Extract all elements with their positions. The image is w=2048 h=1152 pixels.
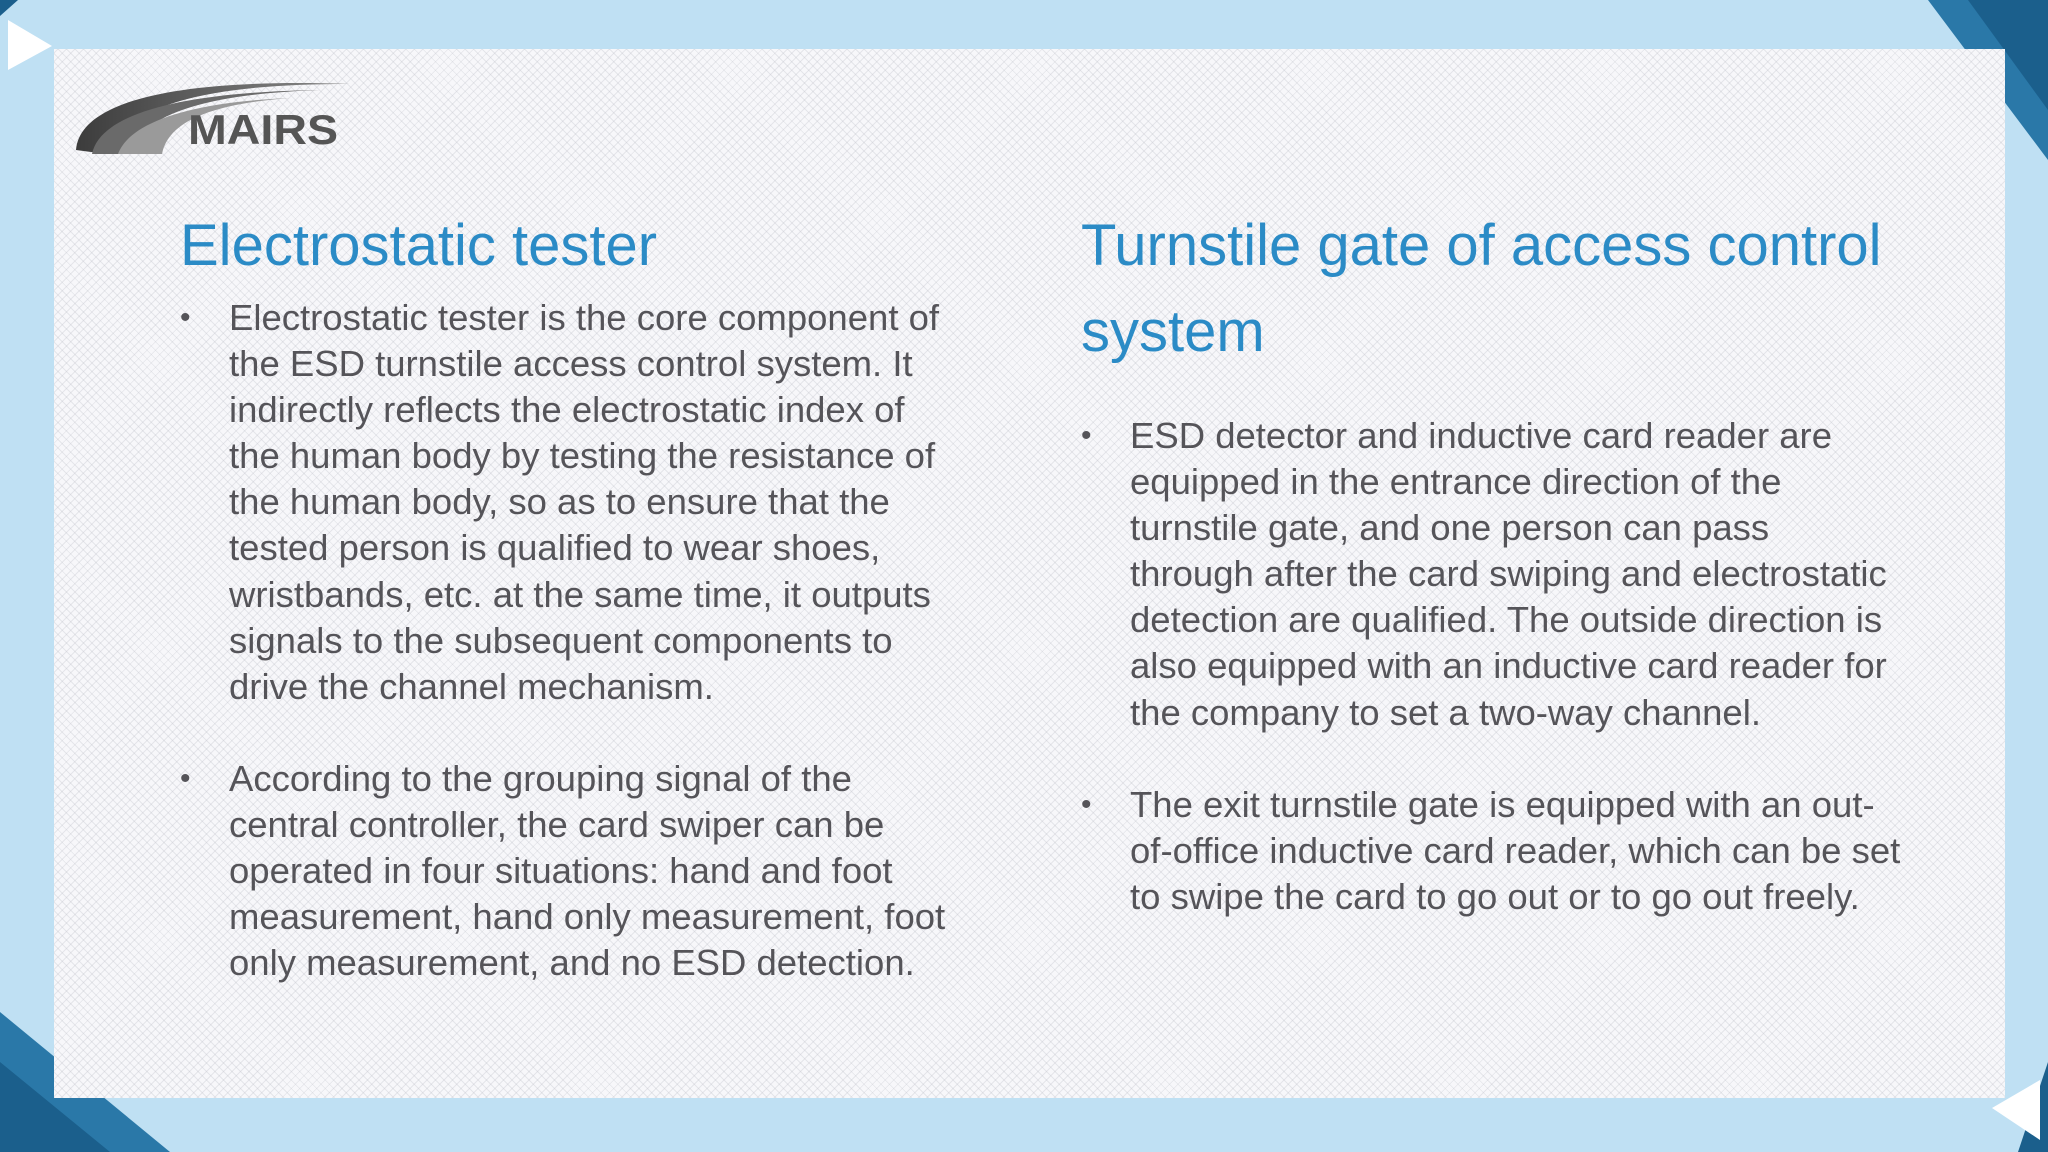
bullet-text: The exit turnstile gate is equipped with an out-of-office inductive card reader, which can be set to swipe the card to go out or to go out freely. [1130,783,1901,917]
right-column [1081,203,1901,920]
left-column [180,203,960,986]
top-left-arrow-decoration [0,0,60,80]
bullet-icon: • [180,301,191,334]
left-title: Electrostatic tester [180,213,658,278]
bullet-text: According to the grouping signal of the central controller, the card swiper can be operated in four situations: hand and foot measurement, hand only measurement, foot only measurement, and no ESD detection. [229,757,946,984]
bullet-icon: • [1081,419,1092,452]
mairs-logo [70,70,360,162]
bullet-text: Electrostatic tester is the core component of the ESD turnstile access control system. It indirectly reflects the electrostatic index of the human body by testing the resistance of the human body, so as to ensure that the tested person is qualified to wear shoes, wristbands, etc. at the same time, it outputs signals to the subsequent components to drive the channel mechanism. [229,297,940,707]
bullet-icon: • [1081,787,1092,821]
list-item [1081,782,1901,920]
list-item [1081,413,1901,736]
list-item [180,295,960,710]
bullet-icon: • [180,761,191,795]
right-bullet-list [1081,413,1901,920]
logo-text: MAIRS [188,106,338,153]
left-bullet-list [180,295,960,986]
list-item [180,756,960,986]
right-title: Turnstile gate of access control system [1081,213,1882,364]
bullet-text: ESD detector and inductive card reader are equipped in the entrance direction of the turnstile gate, and one person can pass through after the card swiping and electrostatic detection are qualified. The outside direction is also equipped with an inductive card reader for the company to set a two-way channel. [1130,415,1887,733]
